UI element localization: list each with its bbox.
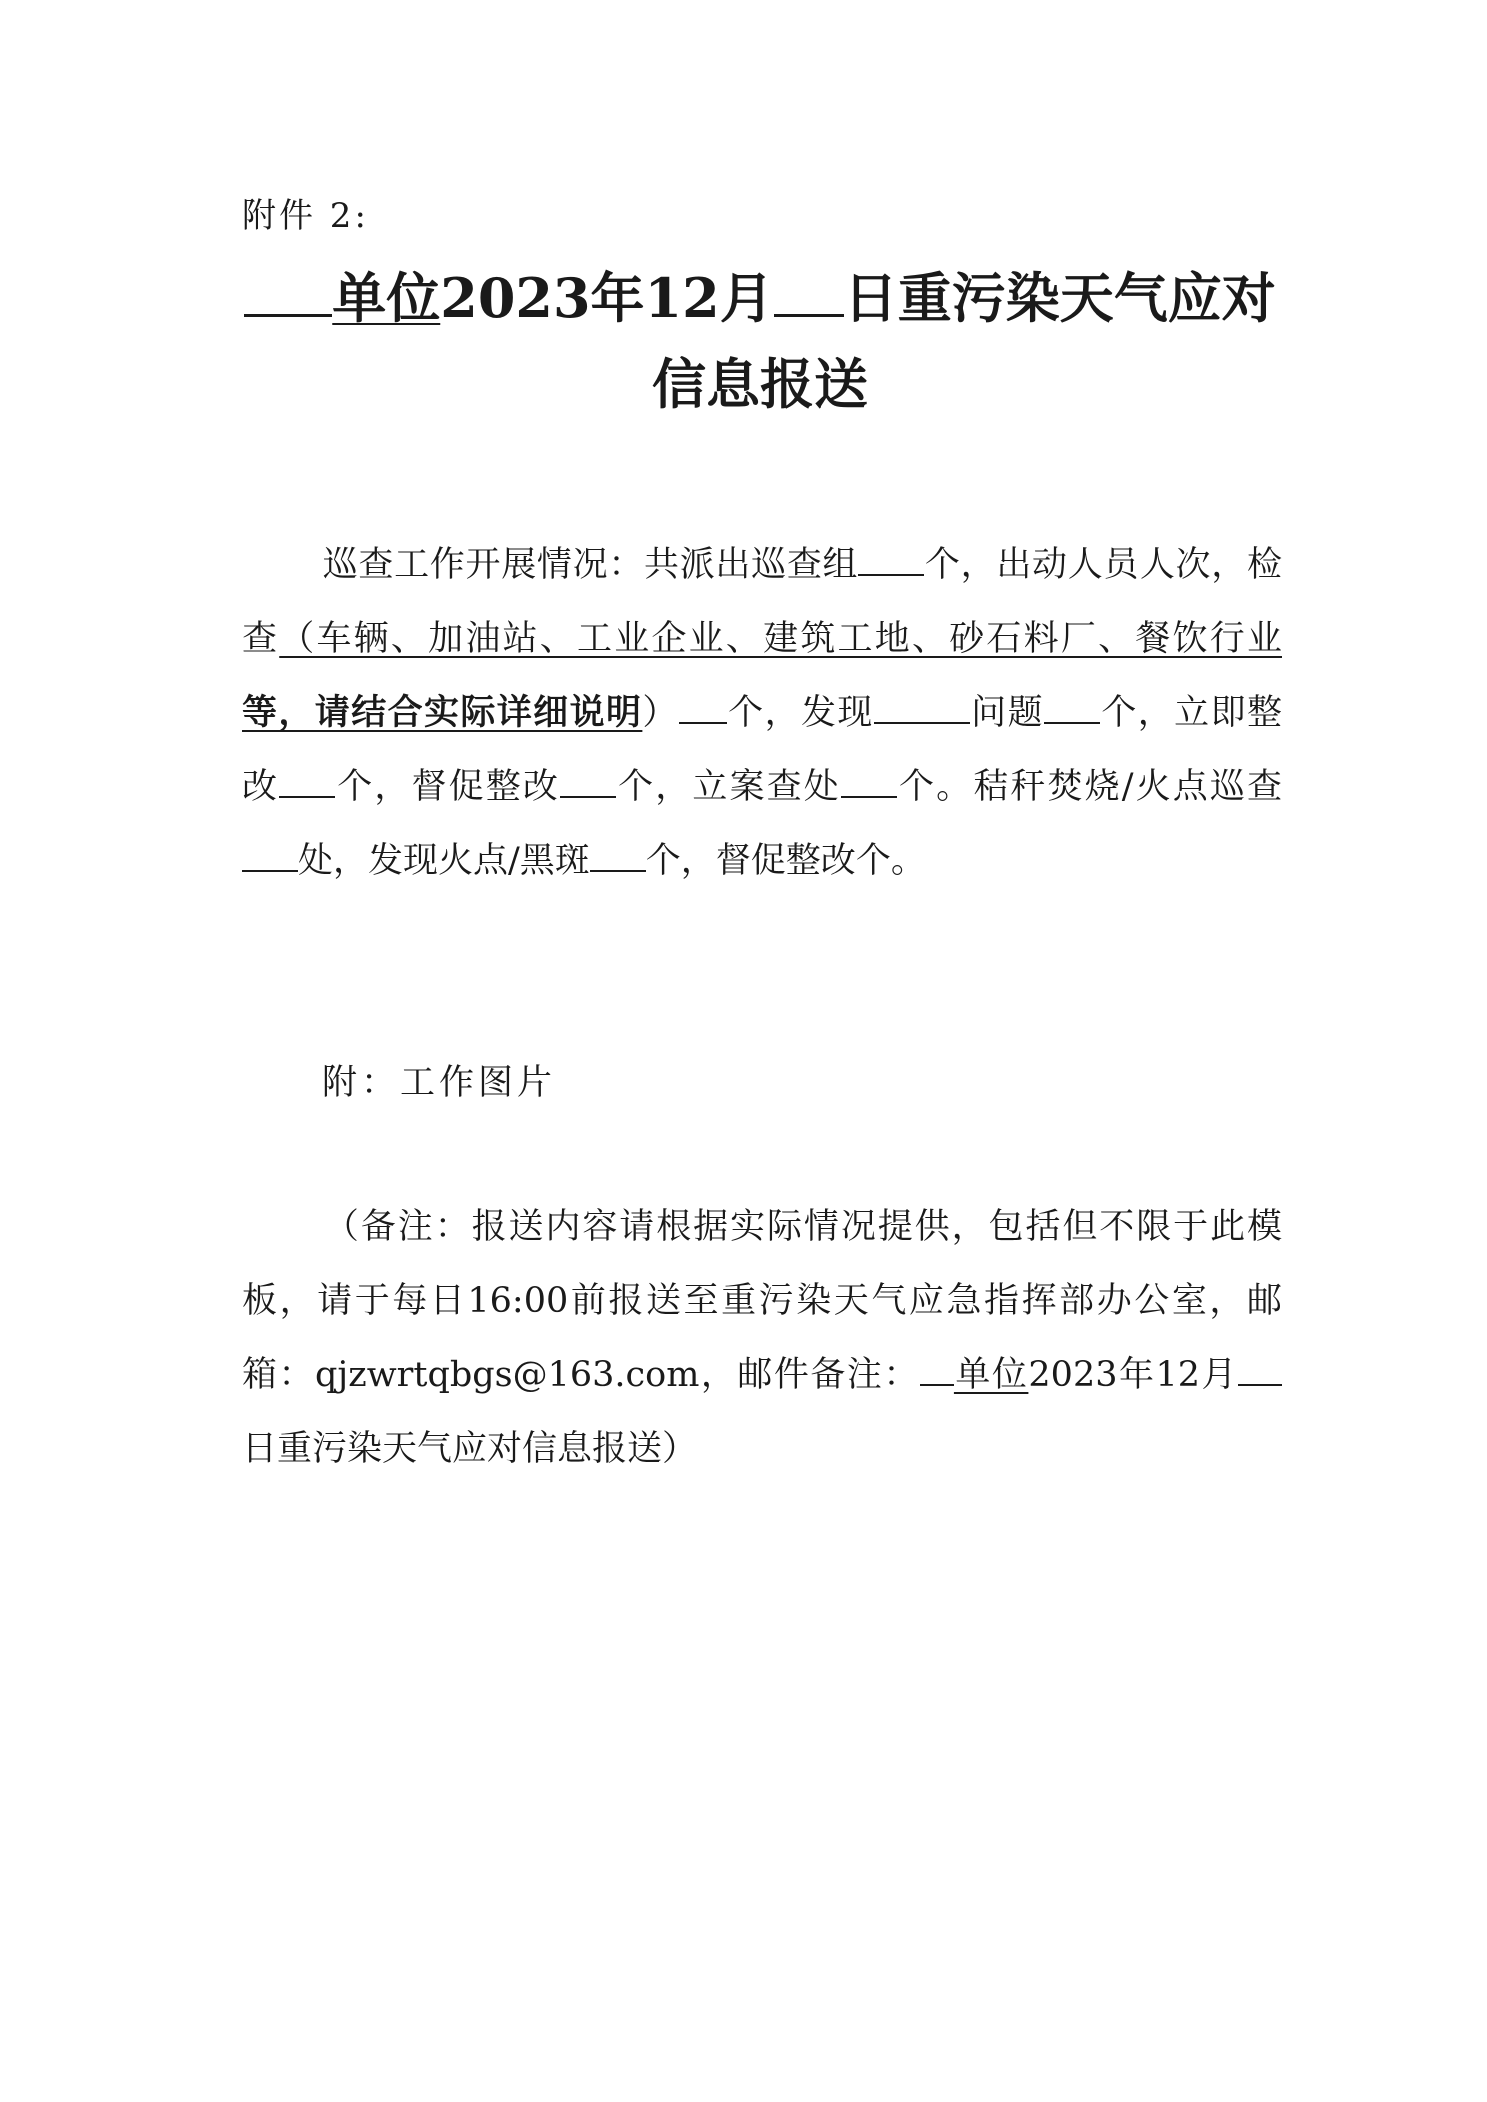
title-rest: 日重污染天气应对 [843,266,1276,330]
p1-check-items: （车辆、加油站、工业企业、建筑工地、砂石料厂、餐饮行业 [279,619,1282,659]
remark-unit-blank [920,1351,954,1386]
title-line-2: 信息报送 [652,352,868,416]
p1-text-m: 处，发现火点/黑斑 [298,841,590,881]
title-line-1 [230,255,1290,341]
inspection-paragraph [242,528,1282,898]
p1-text-l: 个。秸秆焚烧/火点巡查 [896,767,1282,807]
blank-checked [679,689,727,724]
p1-text-f: ） [642,693,679,733]
p1-text-a: 巡查工作开展情况：共派出巡查组 [322,545,859,585]
p1-text-b: 个，出动人员 [924,545,1140,585]
attachment-note: 附：工作图片 [322,1063,557,1103]
remark-day-blank [1238,1351,1282,1386]
p1-check-note: 等，请结合实际详细说明 [242,692,643,733]
document-title [230,255,1290,427]
blank-found [874,689,970,724]
blank-fire-patrol [242,837,298,872]
p1-text-k: 个，立案查处 [615,767,841,807]
p1-text-g: 个，发现 [726,693,874,733]
title-day-blank [774,260,844,317]
blank-problems [1044,689,1100,724]
blank-fire-found [590,837,646,872]
remark-text-b: 2023年12月 [1028,1355,1239,1395]
blank-groups [858,541,924,576]
p1-text-h: 问题 [969,693,1044,733]
p1-text-j: 个，督促整改 [335,767,560,807]
title-year-month: 2023年12月 [440,266,774,330]
remark-unit: 单位 [953,1355,1029,1395]
p1-text-c: 人次，检查 [242,545,1282,659]
attachment-label: 附件 2: [242,196,369,236]
blank-supervised [560,763,616,798]
p1-text-n: 个，督促整改 [645,841,856,881]
remark-paragraph [242,1190,1282,1486]
p1-text-i: 个，立即整改 [242,693,1282,807]
blank-filed [841,763,897,798]
remark-text-a: （备注：报送内容请根据实际情况提供，包括但不限于此模板，请于每日16:00前报送至重污染天气应急指挥部办公室，邮箱：qjzwrtqbgs@163.com，邮件备注： [242,1207,1282,1395]
title-unit-blank [244,260,332,317]
p1-text-o: 个。 [855,841,926,881]
blank-immediate [279,763,335,798]
remark-text-c: 日重污染天气应对信息报送） [242,1429,698,1469]
title-unit: 单位 [332,266,441,330]
